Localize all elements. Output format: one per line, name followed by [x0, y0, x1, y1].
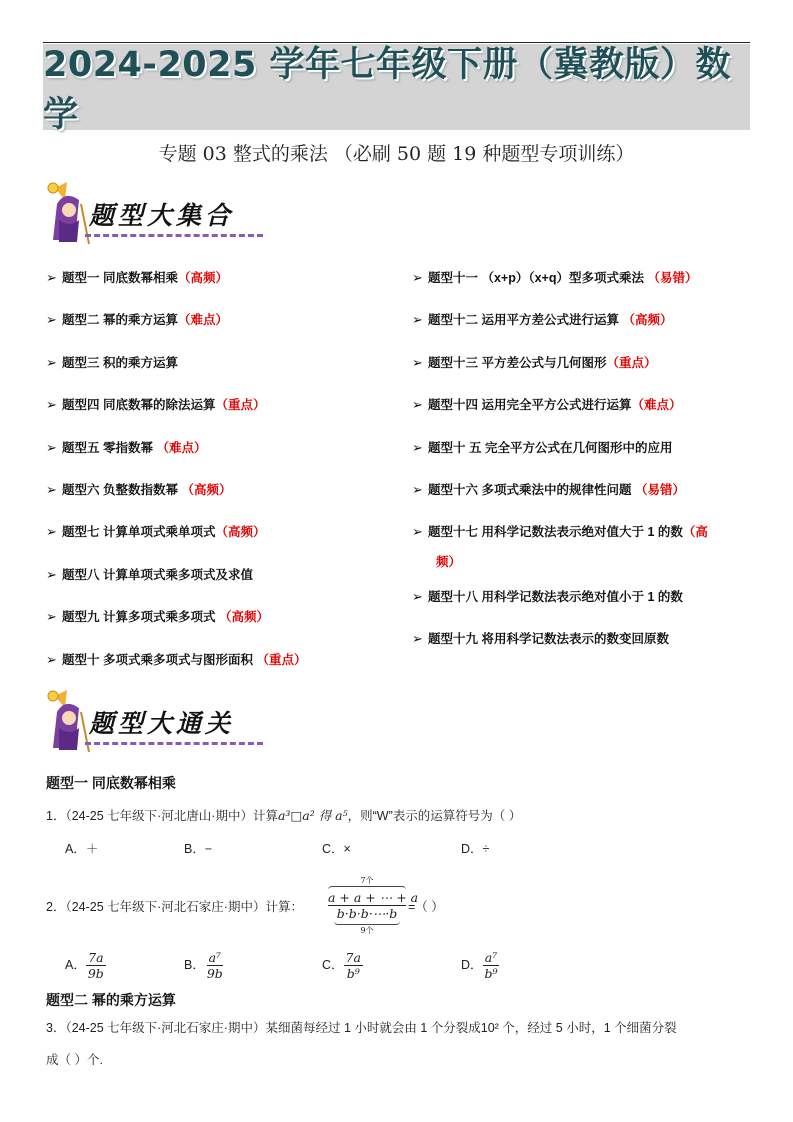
toc-item-label: 题型十九 将用科学记数法表示的数变回原数	[428, 632, 669, 647]
toc-item[interactable]	[412, 581, 683, 613]
question-2-option-b[interactable]	[184, 950, 225, 981]
toc-item-label: 题型十八 用科学记数法表示绝对值小于 1 的数	[428, 589, 683, 604]
arrow-bullet-icon: ➢	[46, 566, 57, 582]
arrow-bullet-icon: ➢	[412, 354, 423, 370]
toc-item[interactable]	[412, 347, 657, 379]
fraction-denominator: b⁹	[346, 966, 360, 981]
toc-item[interactable]	[46, 347, 178, 379]
section-header-practice	[45, 688, 275, 758]
question-1-option-b[interactable]: B．−	[184, 842, 213, 856]
question-2-option-d[interactable]	[461, 950, 500, 981]
toc-item-label: 题型三 积的乘方运算	[62, 355, 178, 370]
toc-item-tag: （高	[682, 525, 708, 540]
toc-item-tag: （易错）	[631, 483, 685, 497]
question-3-line-1: 3．（24-25 七年级下·河北石家庄·期中）某细菌每经过 1 小时就会由 1 个分裂成10² 个，经过 5 小时，1 个细菌分裂	[46, 1021, 677, 1035]
question-1-suffix: ，则“W”表示的运算符号为（ ）	[347, 809, 522, 823]
toc-item-label: 题型九 计算多项式乘多项式	[62, 610, 216, 625]
arrow-bullet-icon: ➢	[46, 312, 57, 328]
question-1-option-a[interactable]: A．＋	[65, 842, 99, 856]
toc-item-tag: （难点）	[177, 313, 228, 328]
arrow-bullet-icon: ➢	[46, 270, 57, 285]
option-fraction	[483, 950, 500, 981]
arrow-bullet-icon: ➢	[412, 482, 423, 497]
question-2-option-a[interactable]	[65, 950, 106, 981]
toc-item[interactable]	[412, 623, 669, 655]
toc-item[interactable]	[46, 304, 228, 336]
toc-item-tag: （高频）	[177, 483, 232, 497]
question-2-brace-bottom: 9个	[360, 926, 374, 935]
section-title-collection: 题型大集合	[89, 201, 235, 230]
toc-item-label: 题型十三 平方差公式与几何图形	[428, 355, 607, 370]
question-2-prefix: 2．（24-25 七年级下·河北石家庄·期中）计算：	[46, 900, 303, 914]
question-2-denominator: b·b·b·⋯·b	[336, 906, 398, 921]
toc-item-label: 题型二 幂的乘方运算	[62, 313, 178, 328]
arrow-bullet-icon: ➢	[412, 312, 423, 328]
question-2-suffix: =（ ）	[408, 900, 444, 914]
question-2-numerator: a + a + ⋯ + a	[328, 890, 419, 905]
question-1-option-d[interactable]: D．÷	[461, 842, 490, 856]
question-type-heading: 题型二 幂的乘方运算	[46, 992, 176, 1008]
toc-item-label: 题型八 计算单项式乘多项式及求值	[62, 567, 253, 582]
fraction-denominator: 9b	[87, 966, 104, 981]
option-fraction	[205, 950, 225, 981]
arrow-bullet-icon: ➢	[46, 482, 57, 497]
option-label: D．	[461, 957, 483, 972]
toc-item[interactable]	[46, 474, 231, 506]
toc-item-label: 题型十二 运用平方差公式进行运算	[428, 313, 619, 328]
toc-item[interactable]	[412, 304, 672, 336]
section-divider	[85, 234, 263, 237]
question-1-prefix: 1．（24-25 七年级下·河北唐山·期中）计算	[46, 809, 278, 823]
arrow-bullet-icon: ➢	[412, 631, 423, 647]
toc-item-tag: （难点）	[152, 440, 207, 455]
title-banner	[43, 44, 750, 135]
arrow-bullet-icon: ➢	[412, 524, 423, 540]
arrow-bullet-icon: ➢	[46, 354, 57, 370]
toc-item[interactable]	[46, 432, 206, 464]
toc-item[interactable]	[46, 559, 253, 591]
toc-item-label: 题型十一 （x+p）（x+q）型多项式乘法	[428, 271, 644, 285]
toc-item[interactable]	[46, 644, 306, 676]
toc-item-label: 题型十 多项式乘多项式与图形面积	[62, 652, 253, 667]
toc-item[interactable]	[412, 389, 682, 421]
toc-item-tag: （难点）	[631, 398, 682, 413]
question-1-expression: a³□a² 得 a⁵	[277, 808, 348, 823]
toc-item[interactable]	[412, 432, 672, 464]
arrow-bullet-icon: ➢	[46, 524, 57, 540]
page-subtitle: 专题 03 整式的乘法 （必刷 50 题 19 种题型专项训练）	[158, 143, 635, 165]
toc-item-label: 题型十四 运用完全平方公式进行运算	[428, 398, 632, 413]
fraction-denominator: b⁹	[484, 966, 498, 981]
question-2-option-c[interactable]	[322, 950, 363, 981]
section-header-collection	[45, 180, 275, 250]
toc-item-tag: （高频）	[215, 610, 269, 625]
toc-item-label: 题型十六 多项式乘法中的规律性问题	[428, 483, 632, 497]
toc-item-tag: （重点）	[215, 398, 266, 413]
option-label: C．	[322, 957, 344, 972]
question-1-option-c[interactable]: C．×	[322, 842, 351, 856]
fraction-numerator: a⁷	[484, 950, 498, 965]
toc-item[interactable]	[412, 262, 697, 294]
option-fraction	[344, 950, 363, 981]
toc-item-tag: （高频）	[618, 313, 673, 328]
toc-item-tag: （高频）	[215, 525, 266, 540]
toc-item-label: 题型四 同底数幂的除法运算	[62, 398, 216, 413]
option-fraction	[86, 950, 106, 981]
arrow-bullet-icon: ➢	[46, 397, 57, 413]
question-2-fraction	[328, 875, 419, 936]
toc-item-tag: （重点）	[606, 355, 657, 370]
toc-item-label: 题型七 计算单项式乘单项式	[62, 525, 216, 540]
toc-item-label: 题型五 零指数幂	[62, 440, 153, 455]
fraction-numerator: 7a	[88, 950, 104, 965]
toc-item-label: 题型一 同底数幂相乘	[62, 271, 178, 285]
option-label: B．	[184, 957, 205, 972]
arrow-bullet-icon: ➢	[412, 439, 423, 455]
arrow-bullet-icon: ➢	[46, 651, 57, 667]
question-type-heading: 题型一 同底数幂相乘	[46, 775, 176, 791]
section-title-practice: 题型大通关	[89, 709, 235, 738]
toc-item-tag: （易错）	[644, 271, 698, 285]
toc-item-tag: （重点）	[252, 652, 307, 667]
question-1-text	[46, 806, 521, 824]
toc-item[interactable]	[412, 474, 685, 506]
toc-item-label: 题型十七 用科学记数法表示绝对值大于 1 的数	[428, 525, 683, 540]
toc-item[interactable]	[46, 601, 269, 633]
question-3-line-2: 成（ ）个.	[46, 1053, 103, 1067]
question-2-brace-top: 7个	[360, 876, 374, 885]
toc-item-tag-continued: 频）	[436, 555, 462, 570]
toc-item-label: 题型十 五 完全平方公式在几何图形中的应用	[428, 440, 673, 455]
arrow-bullet-icon: ➢	[412, 397, 423, 413]
option-label: A．	[65, 957, 86, 972]
toc-item[interactable]	[46, 516, 266, 548]
page-title: 2024-2025 学年七年级下册（冀教版）数学	[43, 45, 732, 135]
arrow-bullet-icon: ➢	[46, 439, 57, 455]
toc-item[interactable]	[46, 262, 228, 294]
arrow-bullet-icon: ➢	[412, 270, 423, 285]
toc-item-tag: （高频）	[177, 271, 228, 285]
arrow-bullet-icon: ➢	[412, 588, 423, 604]
toc-item-label: 题型六 负整数指数幂	[62, 483, 178, 497]
fraction-denominator: 9b	[206, 966, 223, 981]
toc-item[interactable]	[412, 516, 708, 548]
arrow-bullet-icon: ➢	[46, 609, 57, 625]
toc-item[interactable]	[46, 389, 266, 421]
fraction-numerator: a⁷	[208, 950, 222, 965]
fraction-numerator: 7a	[345, 950, 361, 965]
section-divider	[85, 742, 263, 745]
